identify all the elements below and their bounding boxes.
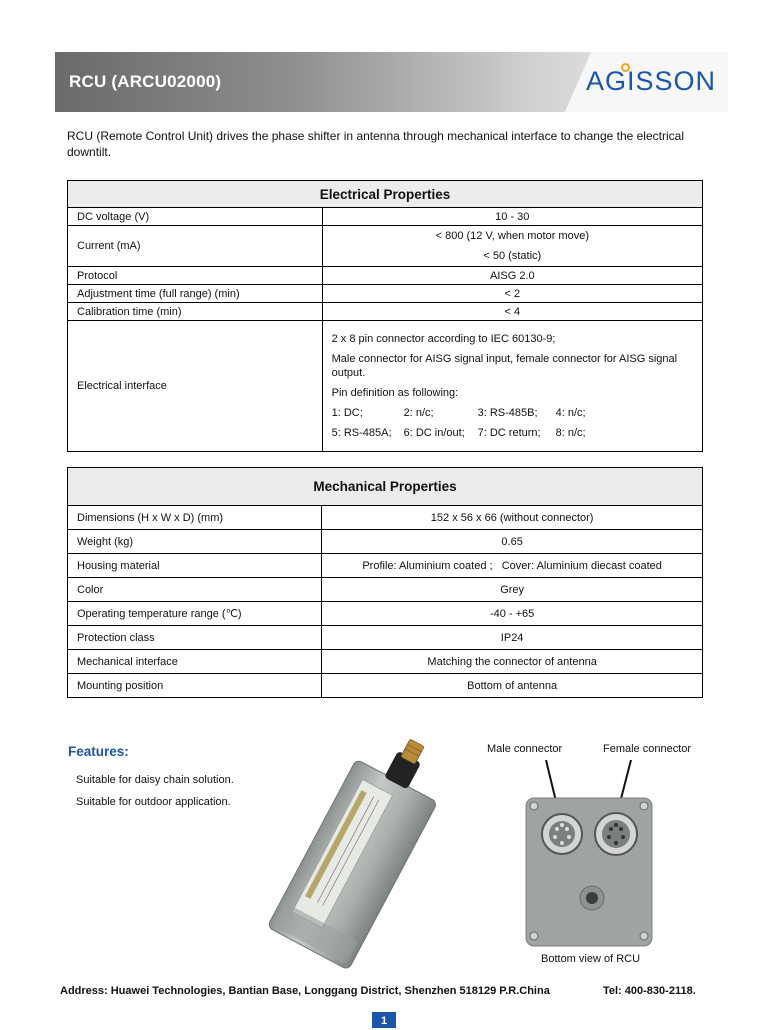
interface-line: Male connector for AISG signal input, female connector for AISG signal output. [331, 353, 678, 379]
current-value-static: < 50 (static) [483, 250, 542, 262]
pin-item: 3: RS-485B; [477, 407, 538, 419]
figure-caption: Bottom view of RCU [541, 953, 641, 965]
table-row [68, 303, 703, 321]
electrical-properties-table [67, 180, 703, 452]
page-title: RCU (ARCU02000) [69, 72, 222, 91]
table-row [68, 530, 703, 554]
interface-line: Pin definition as following: [331, 387, 459, 399]
row-label: DC voltage (V) [68, 208, 323, 226]
intro-paragraph: RCU (Remote Control Unit) drives the phase shifter in antenna through mechanical interface to change the electrical downtilt. [67, 129, 684, 159]
table-row [68, 506, 703, 530]
mechanical-properties-table [67, 467, 703, 698]
table-row [68, 267, 703, 285]
table-row [68, 602, 703, 626]
table-row [68, 650, 703, 674]
row-label: Mounting position [68, 674, 322, 698]
row-value: < 4 [322, 303, 702, 321]
company-logo: AGISSON [586, 66, 717, 96]
row-value: Profile: Aluminium coated ; Cover: Aluminium diecast coated [322, 554, 703, 578]
row-label: Protocol [68, 267, 323, 285]
row-label: Mechanical interface [68, 650, 322, 674]
row-value: Grey [322, 578, 703, 602]
footer-address: Address: Huawei Technologies, Bantian Base, Longgang District, Shenzhen 518129 P.R.China [60, 985, 550, 997]
table-row [68, 321, 703, 452]
row-value: Bottom of antenna [322, 674, 703, 698]
pin-item: 6: DC in/out; [403, 427, 465, 439]
footer [60, 985, 696, 997]
logo-dot-icon [621, 63, 630, 72]
row-value: AISG 2.0 [322, 267, 702, 285]
row-value: 10 - 30 [322, 208, 702, 226]
female-connector-label: Female connector [603, 743, 692, 755]
pin-item: 1: DC; [331, 407, 363, 419]
rcu-device-image [255, 730, 475, 970]
row-label: Dimensions (H x W x D) (mm) [68, 506, 322, 530]
feature-item: Suitable for daisy chain solution. [76, 774, 234, 786]
pin-item: 8: n/c; [555, 427, 586, 439]
male-connector-label: Male connector [487, 743, 563, 755]
mechanical-heading: Mechanical Properties [68, 468, 703, 506]
row-value: 152 x 56 x 66 (without connector) [322, 506, 703, 530]
row-label: Color [68, 578, 322, 602]
table-row [68, 285, 703, 303]
row-value: -40 - +65 [322, 602, 703, 626]
page-number: 1 [372, 1012, 396, 1028]
row-label: Operating temperature range (℃) [68, 602, 322, 626]
pin-item: 2: n/c; [403, 407, 434, 419]
table-row [68, 674, 703, 698]
bottom-view-image [520, 758, 660, 948]
table-row [68, 208, 703, 226]
row-value: IP24 [322, 626, 703, 650]
electrical-interface-details [322, 321, 702, 452]
row-value: 0.65 [322, 530, 703, 554]
table-row [68, 578, 703, 602]
row-label: Housing material [68, 554, 322, 578]
footer-phone: Tel: 400-830-2118. [603, 985, 696, 997]
pin-item: 4: n/c; [555, 407, 586, 419]
row-value: < 2 [322, 285, 702, 303]
row-value: Matching the connector of antenna [322, 650, 703, 674]
row-label: Current (mA) [68, 226, 323, 267]
pin-item: 5: RS-485A; [331, 427, 392, 439]
pin-definition-line-2 [332, 423, 693, 443]
row-value [322, 226, 702, 267]
pin-definition-line-1 [332, 403, 693, 423]
interface-line: 2 x 8 pin connector according to IEC 60130-9; [331, 333, 556, 345]
feature-item: Suitable for outdoor application. [76, 796, 231, 808]
electrical-heading: Electrical Properties [68, 181, 703, 208]
current-value-motor: < 800 (12 V, when motor move) [435, 230, 589, 242]
row-label: Electrical interface [68, 321, 323, 452]
table-row [68, 554, 703, 578]
table-row [68, 226, 703, 267]
row-label: Calibration time (min) [68, 303, 323, 321]
row-label: Protection class [68, 626, 322, 650]
features-title: Features: [68, 744, 129, 759]
pin-item: 7: DC return; [477, 427, 541, 439]
row-label: Weight (kg) [68, 530, 322, 554]
table-row [68, 626, 703, 650]
row-label: Adjustment time (full range) (min) [68, 285, 323, 303]
